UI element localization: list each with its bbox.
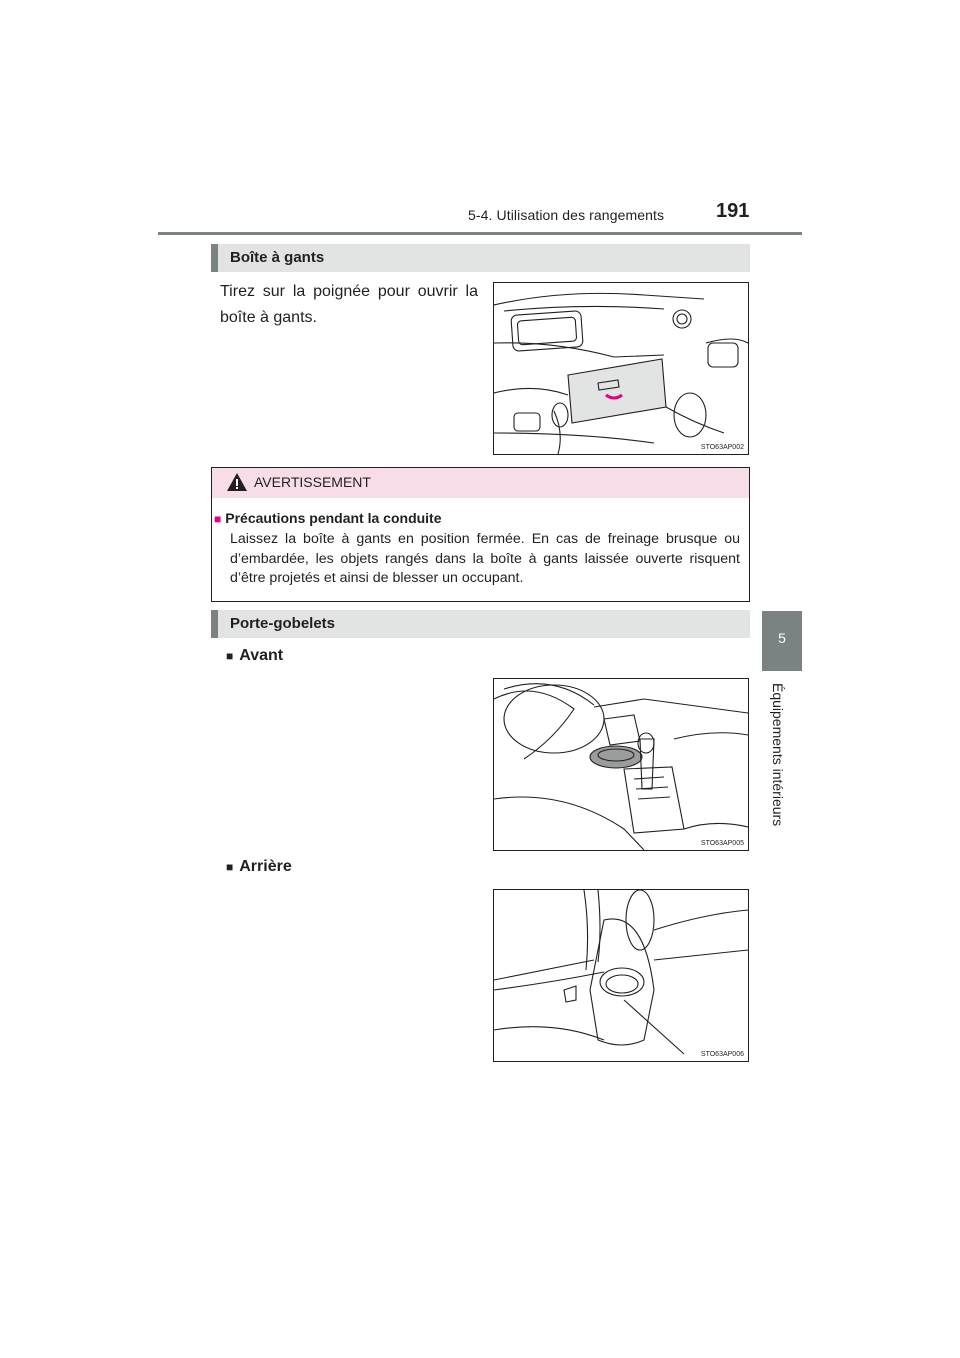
- figure-code: STO63AP005: [700, 840, 744, 847]
- glovebox-illustration: [493, 282, 749, 455]
- front-subheading: ■ Avant: [226, 647, 284, 664]
- square-bullet-icon: ■: [226, 649, 234, 663]
- page-number: 191: [716, 200, 750, 222]
- front-cupholder-drawing: [494, 679, 748, 850]
- glovebox-drawing: [494, 283, 748, 454]
- glovebox-heading: Boîte à gants: [211, 244, 750, 272]
- chapter-label: Équipements intérieurs: [770, 683, 786, 827]
- rear-cupholder-illustration: [493, 889, 749, 1062]
- glovebox-instruction: Tirez sur la poignée pour ouvrir la boîte à gants.: [220, 283, 478, 326]
- rear-cupholder-drawing: [494, 890, 748, 1061]
- section-title: 5-4. Utilisation des rangements: [468, 207, 665, 223]
- figure-code: STO63AP006: [700, 1051, 744, 1058]
- square-bullet-icon: ■: [226, 860, 234, 874]
- rear-subheading: ■ Arrière: [226, 858, 292, 875]
- warning-title: AVERTISSEMENT: [254, 474, 371, 490]
- cupholders-heading: Porte-gobelets: [211, 610, 750, 638]
- warning-triangle-icon: [226, 472, 248, 492]
- warning-subtitle: ■ Précautions pendant la conduite: [214, 510, 442, 526]
- header-divider: [158, 232, 802, 235]
- chapter-number: 5: [778, 630, 786, 646]
- square-marker-icon: ■: [214, 512, 222, 526]
- figure-code: STO63AP002: [700, 444, 744, 451]
- front-cupholder-illustration: [493, 678, 749, 851]
- warning-text: Laissez la boîte à gants en position fermée. En cas de freinage brusque ou d’embardée, les objets rangés dans la boîte à gants laissée ouverte risquent d’être projetés et ainsi de blesser un occupant.: [230, 531, 740, 586]
